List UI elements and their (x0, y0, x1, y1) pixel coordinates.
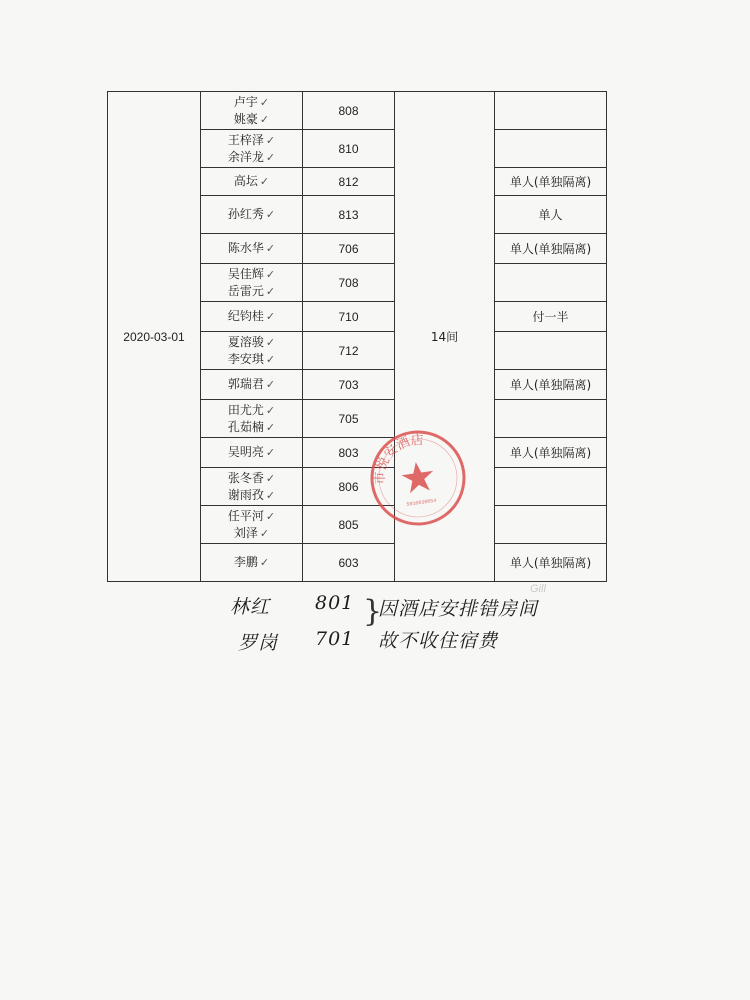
note-line1-text: 因酒店安排错房间 (378, 598, 539, 620)
note-line1-name: 林红 (230, 596, 271, 618)
names-cell (201, 302, 303, 332)
guest-name-text: 纪钧桂 (227, 309, 264, 323)
guest-name (201, 351, 302, 368)
guest-name (201, 376, 302, 393)
note-cell: 单人(单独隔离) (495, 438, 607, 468)
names-cell (201, 92, 303, 130)
note-cell (495, 506, 607, 544)
names-cell (201, 168, 303, 196)
check-mark-icon: ✓ (259, 95, 270, 109)
note-cell: 单人(单独隔离) (495, 168, 607, 196)
guest-name (201, 470, 302, 487)
guest-name (201, 419, 302, 436)
guest-name-text: 孙红秀 (227, 207, 264, 221)
check-mark-icon: ✓ (259, 112, 270, 126)
handwritten-note (230, 590, 560, 660)
room-number-cell: 703 (303, 370, 395, 400)
note-line2-room: 701 (315, 628, 355, 650)
guest-name (201, 149, 302, 166)
names-cell (201, 506, 303, 544)
note-cell (495, 92, 607, 130)
guest-name (201, 525, 302, 542)
guest-name (201, 554, 302, 571)
guest-name (201, 240, 302, 257)
room-number-cell: 708 (303, 264, 395, 302)
guest-name (201, 173, 302, 190)
date-cell: 2020-03-01 (108, 92, 201, 582)
guest-name (201, 132, 302, 149)
note-cell (495, 332, 607, 370)
star-icon (400, 460, 436, 494)
brace-icon: } (363, 594, 384, 629)
names-cell (201, 370, 303, 400)
room-number-cell: 706 (303, 234, 395, 264)
names-cell (201, 468, 303, 506)
check-mark-icon: ✓ (259, 556, 270, 569)
note-cell: 单人(单独隔离) (495, 234, 607, 264)
note-cell (495, 400, 607, 438)
room-number-cell: 710 (303, 302, 395, 332)
red-seal-stamp (362, 422, 475, 535)
room-number-cell: 810 (303, 130, 395, 168)
names-cell (201, 544, 303, 582)
guest-name (201, 444, 302, 461)
room-number-cell: 712 (303, 332, 395, 370)
guest-name-text: 谢雨孜 (227, 487, 264, 502)
guest-name-text: 余洋龙 (227, 149, 264, 164)
room-number-cell: 603 (303, 544, 395, 582)
check-mark-icon: ✓ (265, 133, 276, 147)
names-cell (201, 130, 303, 168)
guest-name (201, 402, 302, 419)
check-mark-icon: ✓ (265, 352, 276, 366)
names-cell (201, 234, 303, 264)
guest-name-text: 田尤尤 (227, 402, 264, 417)
names-cell (201, 438, 303, 468)
room-number-cell: 805 (303, 506, 395, 544)
check-mark-icon: ✓ (265, 403, 276, 417)
guest-name-text: 李安琪 (227, 351, 264, 366)
guest-name (201, 283, 302, 300)
guest-name-text: 陈水华 (227, 241, 264, 255)
check-mark-icon: ✓ (265, 267, 276, 281)
guest-name (201, 206, 302, 223)
stamp-text: 市悦安酒店 (372, 433, 424, 485)
check-mark-icon: ✓ (265, 378, 276, 391)
names-cell (201, 332, 303, 370)
guest-name-text: 高坛 (233, 174, 258, 188)
note-cell (495, 468, 607, 506)
faint-mark: Gill (530, 583, 546, 595)
guest-name-text: 刘泽 (233, 525, 258, 540)
guest-name (201, 111, 302, 128)
note-cell (495, 264, 607, 302)
guest-name-text: 任平河 (227, 508, 264, 523)
guest-name-text: 张冬香 (227, 470, 264, 485)
guest-name (201, 94, 302, 111)
check-mark-icon: ✓ (265, 242, 276, 255)
guest-name-text: 吴明亮 (227, 445, 264, 459)
room-number-cell: 813 (303, 196, 395, 234)
room-number-cell: 812 (303, 168, 395, 196)
room-number-cell: 803 (303, 438, 395, 468)
check-mark-icon: ✓ (265, 335, 276, 349)
guest-name-text: 孔茹楠 (227, 419, 264, 434)
guest-name-text: 姚豪 (233, 111, 258, 126)
guest-name-text: 王梓泽 (227, 132, 264, 147)
room-number-cell: 806 (303, 468, 395, 506)
check-mark-icon: ✓ (259, 526, 270, 540)
check-mark-icon: ✓ (265, 446, 276, 459)
rooms-total-cell: 14间 (395, 92, 495, 582)
check-mark-icon: ✓ (265, 208, 276, 221)
guest-name-text: 夏溶骏 (227, 334, 264, 349)
guest-name (201, 334, 302, 351)
note-cell (495, 130, 607, 168)
note-cell: 付一半 (495, 302, 607, 332)
guest-name-text: 吴佳辉 (227, 266, 264, 281)
check-mark-icon: ✓ (265, 509, 276, 523)
room-number-cell: 808 (303, 92, 395, 130)
guest-name (201, 308, 302, 325)
guest-name (201, 508, 302, 525)
names-cell (201, 264, 303, 302)
note-cell: 单人 (495, 196, 607, 234)
check-mark-icon: ✓ (259, 175, 270, 188)
table-body (108, 92, 607, 582)
check-mark-icon: ✓ (265, 150, 276, 164)
note-line2-name: 罗岗 (238, 632, 279, 654)
check-mark-icon: ✓ (265, 310, 276, 323)
guest-name (201, 266, 302, 283)
names-cell (201, 196, 303, 234)
guest-name-text: 岳雷元 (227, 283, 264, 298)
guest-name-text: 卢宇 (233, 94, 258, 109)
check-mark-icon: ✓ (265, 471, 276, 485)
guest-name-text: 郭瑞君 (227, 377, 264, 391)
table-row (108, 92, 607, 130)
check-mark-icon: ✓ (265, 420, 276, 434)
guest-name-text: 李鹏 (233, 555, 258, 569)
check-mark-icon: ✓ (265, 488, 276, 502)
room-assignment-table (107, 91, 607, 582)
names-cell (201, 400, 303, 438)
note-cell: 单人(单独隔离) (495, 544, 607, 582)
note-line2-text: 故不收住宿费 (378, 630, 499, 652)
check-mark-icon: ✓ (265, 284, 276, 298)
note-cell: 单人(单独隔离) (495, 370, 607, 400)
room-number-cell: 705 (303, 400, 395, 438)
note-line1-room: 801 (315, 592, 355, 614)
guest-name (201, 487, 302, 504)
stamp-serial: 5010030054 (406, 497, 437, 508)
